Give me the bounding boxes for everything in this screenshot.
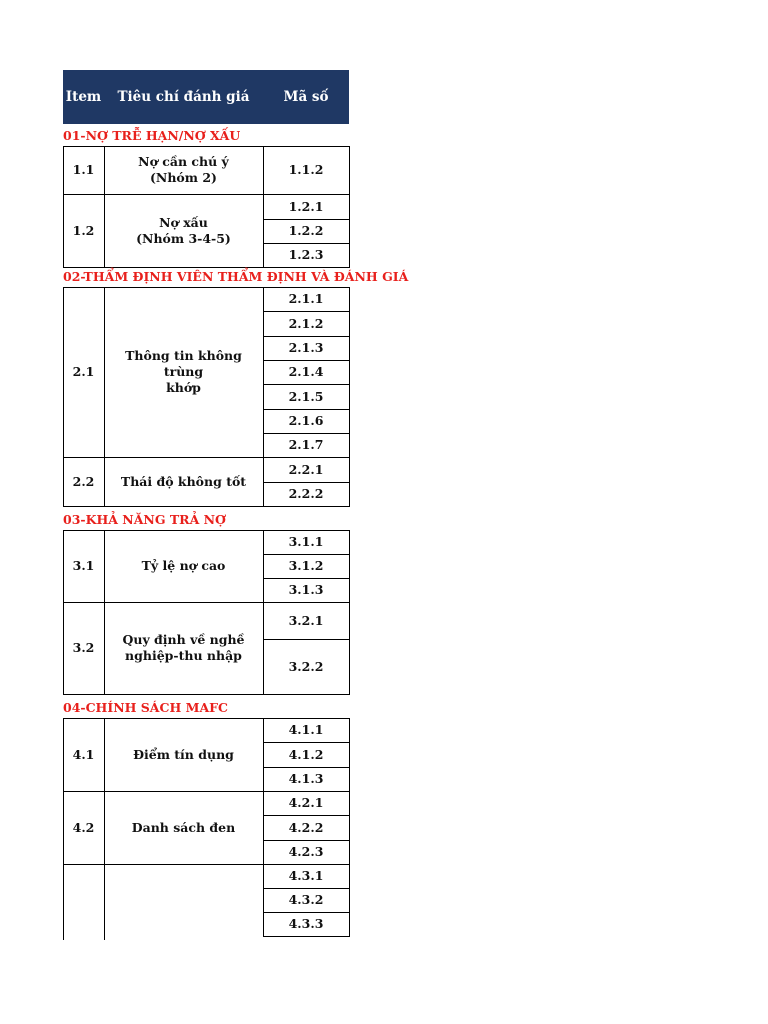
code-cell[interactable]: 1.1.2 — [288, 162, 324, 177]
grid-line — [63, 530, 64, 602]
code-cell[interactable]: 2.1.7 — [288, 437, 324, 452]
code-cell[interactable]: 2.1.3 — [288, 340, 324, 355]
code-cell[interactable]: 4.3.2 — [288, 892, 324, 907]
criteria-cell[interactable] — [104, 864, 263, 940]
code-cell[interactable]: 4.2.3 — [288, 844, 324, 859]
grid-line — [104, 602, 105, 694]
grid-line — [349, 530, 350, 602]
code-cell[interactable]: 2.1.4 — [288, 364, 324, 379]
code-cell[interactable]: 1.2.3 — [288, 247, 324, 262]
section-title[interactable]: 01-NỢ TRỄ HẠN/NỢ XẤU — [63, 127, 241, 143]
item-number-cell[interactable]: 4.2 — [72, 819, 95, 835]
code-cell[interactable]: 4.1.1 — [288, 722, 324, 737]
criteria-cell[interactable]: Nợ xấu (Nhóm 3-4-5) — [136, 214, 231, 246]
item-number-cell[interactable]: 3.2 — [72, 640, 95, 655]
grid-line — [349, 602, 350, 694]
grid-line — [349, 194, 350, 267]
code-cell[interactable]: 4.1.2 — [288, 746, 324, 762]
header-code[interactable]: Mã số — [263, 70, 349, 124]
code-cell[interactable]: 4.3.3 — [288, 916, 324, 931]
code-cell[interactable]: 2.1.2 — [288, 315, 324, 331]
code-cell[interactable]: 3.1.2 — [288, 558, 324, 573]
code-cell[interactable]: 3.2.2 — [288, 658, 324, 674]
item-number-cell[interactable]: 2.2 — [72, 473, 95, 489]
code-cell[interactable]: 1.2.2 — [288, 223, 324, 238]
criteria-cell[interactable]: Danh sách đen — [131, 819, 236, 835]
code-cell[interactable]: 2.1.6 — [288, 413, 324, 428]
item-number-cell[interactable]: 1.1 — [72, 162, 95, 177]
grid-line — [63, 506, 350, 507]
grid-line — [349, 287, 350, 457]
criteria-cell[interactable]: Tỷ lệ nợ cao — [141, 558, 226, 573]
section-title[interactable]: 04-CHÍNH SÁCH MAFC — [63, 699, 228, 715]
code-cell[interactable]: 4.1.3 — [288, 771, 324, 786]
grid-line — [63, 791, 64, 864]
grid-line — [104, 194, 105, 267]
grid-line — [104, 718, 105, 791]
item-number-cell[interactable]: 3.1 — [72, 558, 95, 573]
criteria-cell[interactable]: Điểm tín dụng — [133, 746, 234, 762]
grid-line — [349, 146, 350, 194]
criteria-cell[interactable]: Quy định về nghề nghiệp-thu nhập — [122, 632, 245, 663]
grid-line — [349, 864, 350, 936]
code-cell[interactable]: 4.3.1 — [288, 868, 324, 883]
grid-line — [349, 791, 350, 864]
grid-line — [104, 287, 105, 457]
code-cell[interactable]: 4.2.2 — [288, 819, 324, 835]
grid-line — [63, 718, 64, 791]
grid-line — [63, 602, 64, 694]
code-cell[interactable]: 2.2.1 — [288, 461, 324, 477]
section-title[interactable]: 03-KHẢ NĂNG TRẢ NỢ — [63, 511, 226, 527]
criteria-cell[interactable]: Thái độ không tốt — [120, 473, 247, 489]
grid-line — [63, 694, 350, 695]
code-cell[interactable]: 3.1.3 — [288, 582, 324, 597]
grid-line — [63, 287, 64, 457]
header-item[interactable]: Item — [63, 70, 104, 124]
header-criteria[interactable]: Tiêu chí đánh giá — [104, 70, 263, 124]
code-cell[interactable]: 3.1.1 — [288, 534, 324, 549]
item-number-cell[interactable]: 2.1 — [72, 364, 95, 379]
code-cell[interactable]: 4.2.1 — [288, 795, 324, 810]
item-number-cell[interactable]: 1.2 — [72, 222, 95, 238]
item-number-cell[interactable] — [63, 864, 104, 940]
section-title[interactable]: 02-THẨM ĐỊNH VIÊN THẨM ĐỊNH VÀ ĐÁNH GIÁ — [63, 268, 409, 284]
grid-line — [63, 864, 64, 940]
grid-line — [104, 146, 105, 194]
criteria-cell[interactable]: Nợ cần chú ý (Nhóm 2) — [138, 154, 229, 185]
item-number-cell[interactable]: 4.1 — [72, 746, 95, 762]
grid-line — [263, 936, 350, 937]
grid-line — [63, 194, 64, 267]
grid-line — [104, 457, 105, 506]
grid-line — [104, 791, 105, 864]
code-cell[interactable]: 2.1.1 — [288, 291, 324, 306]
criteria-cell[interactable]: Thông tin không trùng khớp — [125, 348, 242, 395]
grid-line — [104, 530, 105, 602]
grid-line — [63, 146, 64, 194]
grid-line — [104, 864, 105, 940]
code-cell[interactable]: 3.2.1 — [288, 612, 324, 628]
code-cell[interactable]: 2.2.2 — [288, 486, 324, 501]
code-cell[interactable]: 1.2.1 — [288, 198, 324, 214]
code-cell[interactable]: 2.1.5 — [288, 388, 324, 404]
grid-line — [349, 718, 350, 791]
grid-line — [63, 457, 64, 506]
